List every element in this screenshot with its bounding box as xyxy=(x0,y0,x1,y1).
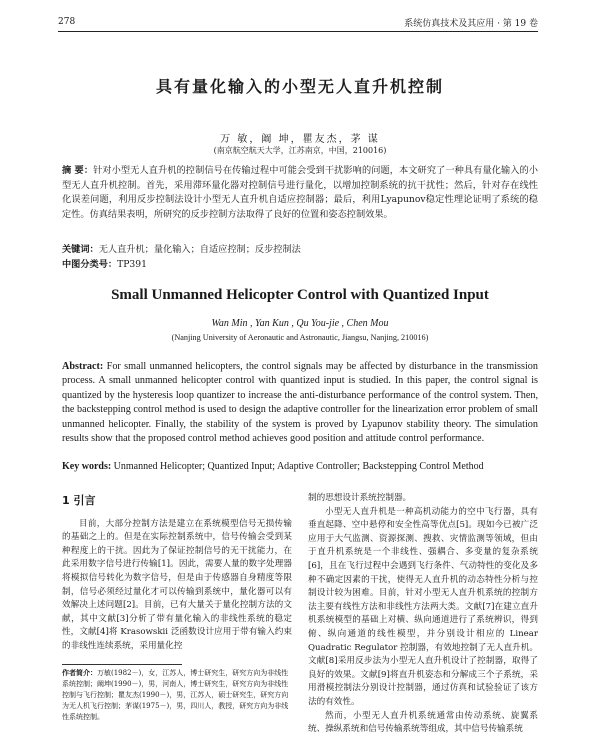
chinese-affiliation: (南京航空航天大学，江苏南京，中国，210016) xyxy=(213,146,387,155)
author-footnote xyxy=(62,668,294,723)
english-title: Small Unmanned Helicopter Control with Quantized Input xyxy=(111,287,489,303)
chinese-abstract xyxy=(62,164,538,222)
english-keywords xyxy=(62,461,538,472)
running-header xyxy=(58,14,538,30)
chinese-abstract-text: 针对小型无人直升机的控制信号在传输过程中可能会受到干扰影响的问题，本文研究了一种具有量化输入的小型无人直升机控制。首先，采用滞环量化器对控制信号进行量化，以增加控制系统的抗干扰性；然后，针对存在线性化误差问题，利用反步控制法设计小型无人直升机自适应控制器；最后，利用Lyapunov稳定性理论证明了系统的稳定性。仿真结果表明，所研究的反步控制方法取得了良好的位置和姿态控制效果。 xyxy=(62,165,538,220)
chinese-keywords-text: 无人直升机；量化输入；自适应控制；反步控制法 xyxy=(98,244,301,255)
english-abstract xyxy=(62,360,538,446)
intro-paragraph-left: 目前，大部分控制方法是建立在系统模型信号无损传输的基础之上的。但是在实际控制系统中，信号传输会受到某种程度上的干扰。因此为了保证控制信号的无干扰能力，在此采用数字信号进行传输[1]。因此，需要人量的数字处理器将模拟信号转化为数字信号，但是由于传感器自身精度等限制，信号必须经过量化才可以传输到系统中，量化器可以有效解决上述问题[2]。目前，已有大量关于量化控制方法的文献，其中文献[3]分析了带有量化输入的非线性系统的稳定性，文献[4]将 Krasowskii 泛函数设计应用于带有输入约束的非线性连续系统，采用量化控 xyxy=(62,518,292,651)
header-rule xyxy=(58,31,538,32)
chinese-keywords xyxy=(62,241,538,255)
page-number: 278 xyxy=(58,17,76,27)
right-column xyxy=(308,492,538,737)
footnote-text: 万敏(1982－)，女，江苏人，博士研究生，研究方向为非线性系统控制；阚坤(1990－)，男，河南人，博士研究生，研究方向为非线性控制与飞行控制；瞿友杰(1990－)，男，江苏人，硕士研究生，研究方向为无人机飞行控制；茅谋(1975－)，男，四川人，教授，研究方向为非线性系统控制。 xyxy=(62,669,289,721)
journal-name: 系统仿真技术及其应用 · 第 19 卷 xyxy=(404,18,538,29)
intro-paragraph-right: 小型无人直升机是一种高机动能力的空中飞行器，具有垂直起降、空中悬停和安全性高等优点[5]。现如今已被广泛应用于大气监测、资源探测、搜救、灾情监测等领域，但由于直升机系统是一个非线性、强耦合、多变量的复杂系统[6]，且在飞行过程中会遇到飞行条件、气动特性的变化及多种不确定因素的干扰，使得无人直升机的动态特性分析与控制设计较为困难。目前，针对小型无人直升机系统的控制方法主要有线性方法和非线性方法两大类。文献[7]在建立直升机系统模型的基础上对横、纵向通道进行了系统辨识，得到俯、纵向通道的线性模型，并分别设计相应的 Linear Quadratic Regulator 控制器，有效地控制了无人直升机。文献[8]采用反步法为小型无人直升机设计了控制器，取得了良好的效果。文献[9]将直升机姿态和分解成三个子系统，采用滑模控制法分别设计控制器，通过仿真和试验验证了该方法的有效性。 xyxy=(308,506,538,707)
chinese-authors: 万 敏，阚 坤，瞿友杰，茅 谋 xyxy=(220,134,380,145)
classification-label: 中图分类号： xyxy=(62,259,118,270)
footnote-rule xyxy=(62,664,182,665)
english-keywords-text: Unmanned Helicopter; Quantized Input; Adaptive Controller; Backstepping Control Method xyxy=(111,461,484,472)
classification-number xyxy=(62,256,538,270)
english-abstract-label: Abstract: xyxy=(62,361,104,372)
chinese-keywords-label: 关键词： xyxy=(62,244,99,255)
classification-text: TP391 xyxy=(117,259,147,270)
english-authors: Wan Min , Yan Kun , Qu You-jie , Chen Mou xyxy=(211,318,389,329)
english-abstract-text: For small unmanned helicopters, the control signals may be affected by disturbance in the transmission process. A small unmanned helicopter control with quantized input is studied. In this paper, the control signal is quantized by the hysteresis loop quantizer to increase the anti-disturbance performance of the control system. Then, the backstepping control method is used to design the adaptive controller for the linearization error problem of small unmanned helicopter. Finally, the stability of the system is proved by Lyapunov stability theory. The simulation results show that the proposed control method achieves good position and attitude control performance. xyxy=(62,361,538,445)
english-keywords-label: Key words: xyxy=(62,461,112,472)
footnote-label: 作者简介： xyxy=(62,669,97,677)
english-affiliation: (Nanjing University of Aeronautic and Astronautic, Jiangsu, Nanjing, 210016) xyxy=(171,333,429,342)
section-heading: 1 引言 xyxy=(62,494,96,507)
chinese-abstract-label: 摘 要： xyxy=(62,165,94,176)
chinese-title: 具有量化输入的小型无人直升机控制 xyxy=(155,77,444,96)
intro-paragraph-continued: 制的思想设计系统控制器。 xyxy=(308,493,412,503)
left-column xyxy=(62,492,292,654)
intro-paragraph-right-2: 然而，小型无人直升机系统通常由传动系统、旋翼系统、操纵系统和信号传输系统等组成，其中信号传输系统 xyxy=(308,710,538,735)
